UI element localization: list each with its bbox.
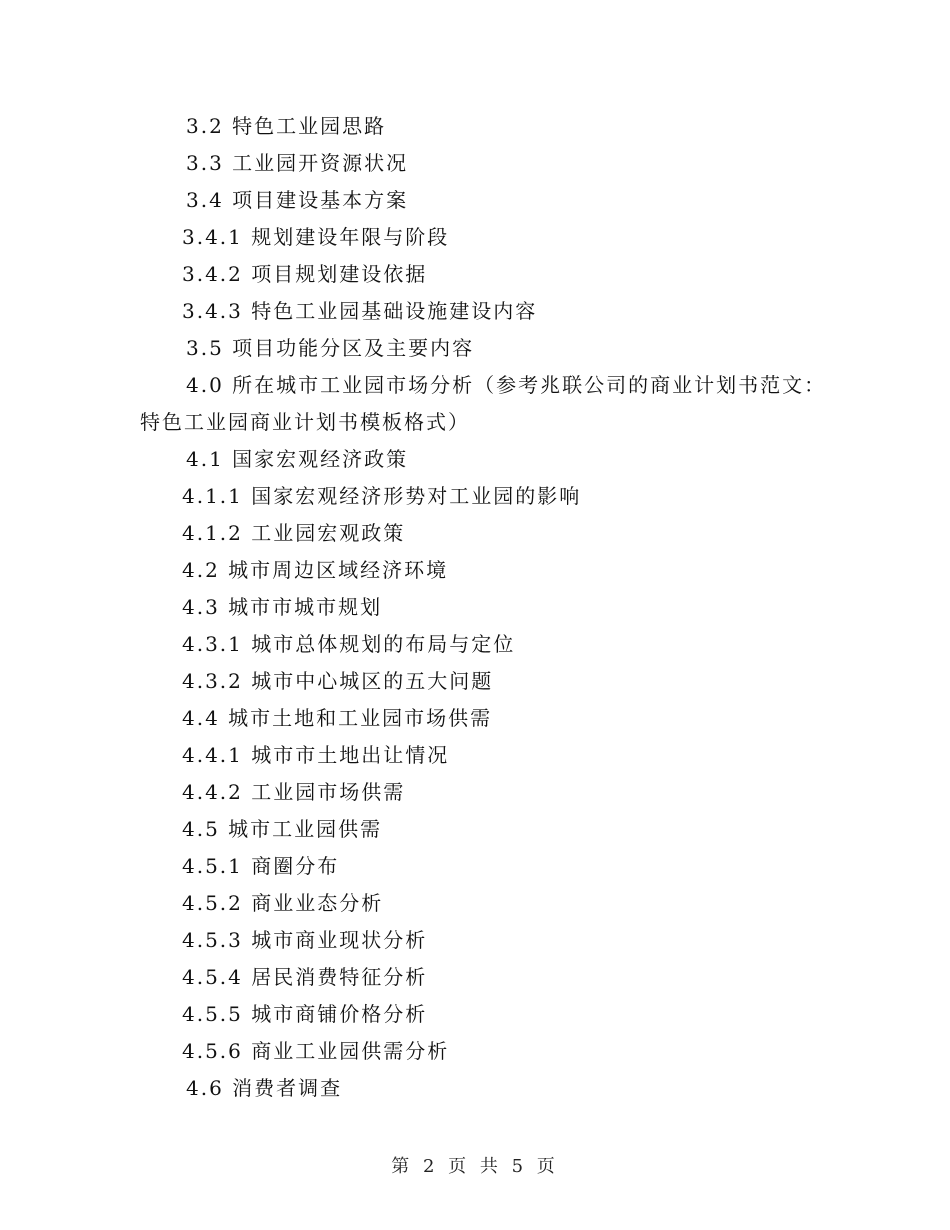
toc-entry: [0, 108, 950, 145]
toc-number: 4.3.1: [182, 632, 243, 656]
toc-title: 商业业态分析: [251, 891, 384, 915]
toc-number: 4.5.1: [182, 854, 243, 878]
toc-title: 城市市土地出让情况: [251, 743, 450, 767]
toc-title: 特色工业园思路: [232, 114, 387, 138]
toc-title: 所在城市工业园市场分析（参考兆联公司的商业计划书范文：: [232, 373, 827, 397]
toc-entry: [0, 1070, 950, 1107]
toc-title: 商业工业园供需分析: [251, 1039, 450, 1063]
toc-entry: [0, 589, 950, 626]
toc-entry: [0, 552, 950, 589]
toc-entry: [0, 256, 950, 293]
toc-number: 3.4.1: [182, 225, 243, 249]
toc-title: 项目建设基本方案: [232, 188, 409, 212]
toc-title: 特色工业园基础设施建设内容: [251, 299, 538, 323]
toc-entry: [0, 959, 950, 996]
toc-title: 国家宏观经济政策: [232, 447, 409, 471]
toc-entry: [0, 700, 950, 737]
toc-title: 城市中心城区的五大问题: [251, 669, 494, 693]
toc-number: 4.4: [182, 706, 220, 730]
toc-entry: [0, 145, 950, 182]
toc-number: 4.5.2: [182, 891, 243, 915]
toc-number: 4.4.2: [182, 780, 243, 804]
toc-title: 消费者调查: [232, 1076, 343, 1100]
toc-title: 项目功能分区及主要内容: [232, 336, 475, 360]
toc-number: 4.6: [186, 1076, 224, 1100]
toc-number: 4.1: [186, 447, 224, 471]
toc-entry: [0, 737, 950, 774]
toc-entry: [0, 885, 950, 922]
toc-number: 3.4.2: [182, 262, 243, 286]
toc-title: 城市总体规划的布局与定位: [251, 632, 516, 656]
toc-entry: [0, 182, 950, 219]
table-of-contents: [0, 108, 950, 1107]
toc-title: 城市商业现状分析: [251, 928, 428, 952]
toc-entry: [0, 441, 950, 478]
toc-number: 4.1.2: [182, 521, 243, 545]
toc-title: 城市土地和工业园市场供需: [228, 706, 493, 730]
toc-title: 居民消费特征分析: [251, 965, 428, 989]
toc-title: 城市商铺价格分析: [251, 1002, 428, 1026]
toc-entry: [0, 478, 950, 515]
toc-number: 4.5.4: [182, 965, 243, 989]
toc-title: 国家宏观经济形势对工业园的影响: [251, 484, 582, 508]
toc-entry: [0, 663, 950, 700]
toc-entry: [0, 811, 950, 848]
page-footer: 第 2 页 共 5 页: [391, 1156, 559, 1177]
toc-entry: [0, 996, 950, 1033]
toc-title: 城市周边区域经济环境: [228, 558, 449, 582]
toc-title: 规划建设年限与阶段: [251, 225, 450, 249]
toc-title: 工业园宏观政策: [251, 521, 406, 545]
toc-entry: [0, 848, 950, 885]
toc-section-line-1: [0, 367, 950, 404]
toc-number: 3.5: [186, 336, 224, 360]
toc-number: 4.1.1: [182, 484, 243, 508]
toc-entry: [0, 922, 950, 959]
toc-entry: [0, 219, 950, 256]
toc-number: 4.5: [182, 817, 220, 841]
toc-entry: [0, 1033, 950, 1070]
toc-title: 工业园市场供需: [251, 780, 406, 804]
toc-number: 3.4: [186, 188, 224, 212]
toc-title: 工业园开资源状况: [232, 151, 409, 175]
toc-number: 3.3: [186, 151, 224, 175]
toc-title: 城市市城市规划: [228, 595, 383, 619]
toc-section-heading: [0, 367, 950, 441]
toc-entry: [0, 330, 950, 367]
toc-number: 4.2: [182, 558, 220, 582]
toc-title: 商圈分布: [251, 854, 340, 878]
toc-section-line-2: 特色工业园商业计划书模板格式）: [140, 410, 470, 434]
toc-number: 4.4.1: [182, 743, 243, 767]
toc-title: 城市工业园供需: [228, 817, 383, 841]
toc-title: 项目规划建设依据: [251, 262, 428, 286]
toc-entry: [0, 774, 950, 811]
toc-number: 4.5.5: [182, 1002, 243, 1026]
toc-number: 3.2: [186, 114, 224, 138]
toc-number: 4.3: [182, 595, 220, 619]
toc-entry: [0, 293, 950, 330]
toc-number: 4.3.2: [182, 669, 243, 693]
toc-entry: [0, 626, 950, 663]
toc-entry: [0, 515, 950, 552]
toc-number: 4.5.6: [182, 1039, 243, 1063]
toc-number: 4.5.3: [182, 928, 243, 952]
toc-number: 3.4.3: [182, 299, 243, 323]
toc-number: 4.0: [186, 373, 224, 397]
